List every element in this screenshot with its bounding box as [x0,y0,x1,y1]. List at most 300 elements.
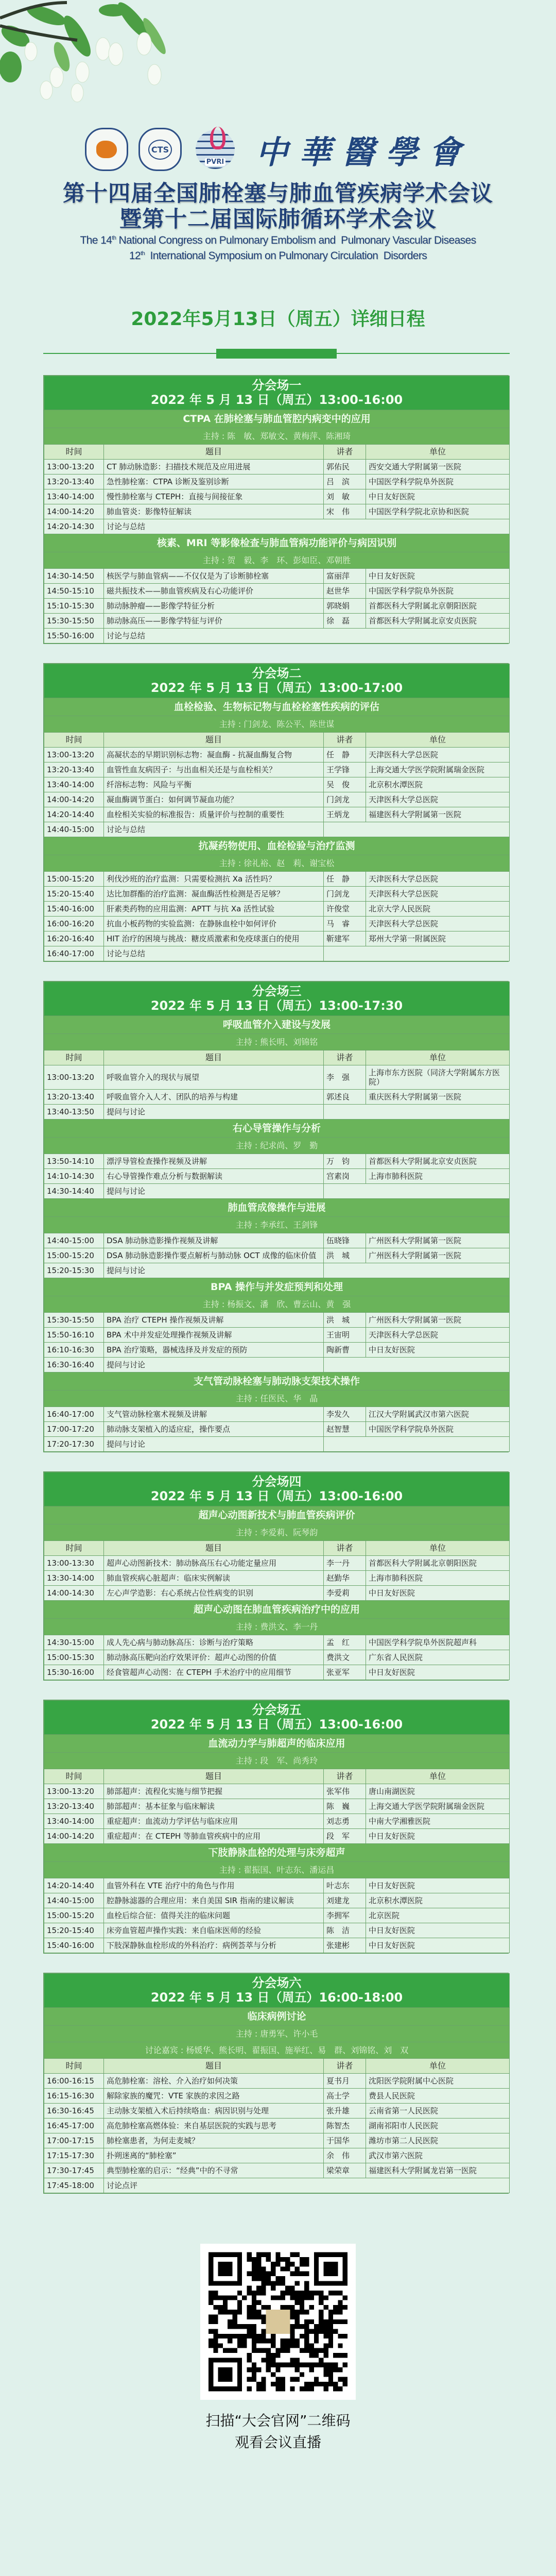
row-unit: 北京医院 [366,1908,510,1923]
row-title: 提问与讨论 [104,1358,324,1372]
row-unit: 北京大学人民医院 [366,902,510,917]
row-unit: 天津医科大学总医院 [366,1328,510,1343]
table-header-row [44,445,510,460]
row-title: 肺部超声：基本征象与临床解读 [104,1799,324,1814]
session-header [44,664,510,698]
row-time: 15:20-15:40 [44,887,104,902]
table-row [44,1556,510,1571]
row-time: 14:40-15:00 [44,822,104,837]
row-unit: 广州医科大学附属第一医院 [366,1248,510,1263]
row-unit: 中南大学湘雅医院 [366,1814,510,1829]
pvri-logo [192,128,238,171]
row-time: 16:30-16:40 [44,1358,104,1372]
row-speaker: 陈 洁 [324,1923,366,1938]
row-time: 17:20-17:30 [44,1437,104,1452]
table-row [44,1784,510,1799]
en2-rest: International Symposium on Pulmonary Circulation Disorders [145,250,427,262]
calligraphy-logo: 中華醫學會 [256,133,473,171]
cts-logo [138,128,182,171]
row-speaker: 吕 滨 [324,474,366,489]
row-time: 14:30-14:40 [44,1184,104,1199]
row-time: 17:00-17:15 [44,2133,104,2148]
table-row [44,807,510,822]
row-unit: 唐山南湖医院 [366,1784,510,1799]
row-title: 重症超声：在 CTEPH 等肺血管疾病中的应用 [104,1829,324,1844]
row-speaker: 郭佑民 [324,460,366,474]
schedule-table [44,981,510,1452]
row-speaker: 洪 城 [324,1248,366,1263]
row-time: 16:20-16:40 [44,931,104,946]
row-title: 肺动脉高压——影像学特征与评价 [104,614,324,629]
row-title: 高危肺栓塞高燃体验：来自基层医院的实践与思考 [104,2119,324,2133]
row-time: 15:20-15:40 [44,1923,104,1938]
en1-sup: th [112,235,116,241]
row-title: 超声心动图新技术：肺动脉高压右心功能定量应用 [104,1556,324,1571]
block-topic: 右心导管操作与分析 [44,1120,510,1138]
table-row [44,777,510,792]
logo-row [85,126,497,173]
block-topic: 下肢静脉血栓的处理与床旁超声 [44,1844,510,1862]
row-title: 肝素类药物的应用监测：APTT 与抗 Xa 活性试验 [104,902,324,917]
table-row [44,2163,510,2178]
row-speaker: 伍晓锋 [324,1233,366,1248]
block-hosts: 主持 : 李承红、王剑锋 [44,1217,510,1233]
row-unit: 中日友好医院 [366,569,510,584]
block-topic-row [44,698,510,716]
block-topic: 超声心动图在肺血管疾病治疗中的应用 [44,1601,510,1619]
row-title: 高凝状态的早期识别标志物：凝血酶 - 抗凝血酶复合物 [104,748,324,762]
row-title: 提问与讨论 [104,1437,324,1452]
row-speaker: 张军伟 [324,1784,366,1799]
row-time: 15:00-15:20 [44,1908,104,1923]
row-title: 呼吸血管介入人才、团队的培养与构建 [104,1090,324,1105]
session-header-row [44,1472,510,1506]
row-unit: 北京积水潭医院 [366,1893,510,1908]
row-speaker: 万 钧 [324,1154,366,1169]
table-row [44,917,510,931]
block-hosts-row [44,552,510,569]
row-time: 15:00-15:20 [44,1248,104,1263]
block-hosts-row [44,1034,510,1050]
row-speaker: 张升雄 [324,2104,366,2119]
row-time: 15:00-15:30 [44,1650,104,1665]
row-time: 14:40-15:00 [44,1893,104,1908]
row-speaker: 门剑龙 [324,792,366,807]
table-row [44,1923,510,1938]
session-name: 分会场四 [252,1475,302,1489]
block-topic: 支气管动脉栓塞与肺动脉支架技术操作 [44,1372,510,1391]
row-title: 肺动脉支架植入的适应症，操作要点 [104,1422,324,1437]
row-title: 讨论与总结 [104,519,510,534]
block-hosts: 主持 : 李爱莉、阮琴韵 [44,1524,510,1541]
block-hosts-row [44,1391,510,1407]
table-row [44,1878,510,1893]
row-unit: 中日友好医院 [366,1586,510,1601]
row-title: CT 肺动脉造影：扫描技术规范及应用进展 [104,460,324,474]
row-time: 13:00-13:20 [44,748,104,762]
row-speaker: 段 军 [324,1829,366,1844]
session-name: 分会场五 [252,1703,302,1717]
session-4 [43,1471,509,1681]
english-title-line1 [0,234,556,247]
row-time: 14:20-14:40 [44,1878,104,1893]
row-unit: 江汉大学附属武汉市第六医院 [366,1407,510,1422]
session-header [44,1472,510,1506]
session-name: 分会场一 [252,378,302,393]
row-unit: 首都医科大学附属北京朝阳医院 [366,1556,510,1571]
row-time: 13:40-13:50 [44,1105,104,1120]
column-header: 讲者 [324,733,366,748]
row-unit: 北京积水潭医院 [366,777,510,792]
row-time: 15:00-15:20 [44,872,104,887]
row-speaker: 王学锋 [324,762,366,777]
block-hosts: 主持 : 翟振国、叶志东、潘运昌 [44,1862,510,1878]
block-topic-row [44,2008,510,2026]
chinese-medical-association-logo [85,128,128,171]
block-guests-row [44,2042,510,2059]
conference-title-line1: 第十四届全国肺栓塞与肺血管疾病学术会议 [63,181,493,207]
block-hosts: 主持 : 段 军、尚秀玲 [44,1753,510,1769]
column-header: 题目 [104,1050,324,1065]
table-row [44,946,510,961]
row-title: 讨论与总结 [104,946,324,961]
row-time: 17:45-18:00 [44,2178,104,2193]
table-row [44,2089,510,2104]
row-speaker: 郭晓娟 [324,599,366,614]
row-time: 15:30-15:50 [44,1313,104,1328]
schedule-table [44,376,510,643]
row-title: 血栓相关实验的标准报告：质量评价与控制的重要性 [104,807,324,822]
table-row [44,1313,510,1328]
column-header: 讲者 [324,1541,366,1556]
row-title: 凝血酶调节蛋白：如何调节凝血功能？ [104,792,324,807]
column-header: 时间 [44,445,104,460]
column-header: 单位 [366,733,510,748]
row-time: 15:50-16:10 [44,1328,104,1343]
table-row [44,474,510,489]
row-time: 15:40-16:00 [44,1938,104,1953]
row-title: 重症超声：血流动力学评估与临床应用 [104,1814,324,1829]
row-time: 13:40-14:00 [44,1814,104,1829]
block-hosts-row [44,1862,510,1878]
row-speaker: 夏书月 [324,2074,366,2089]
session-header-row [44,982,510,1016]
row-title: 血栓后综合征：值得关注的临床问题 [104,1908,324,1923]
row-speaker: 李拥军 [324,1908,366,1923]
row-time: 13:30-14:00 [44,1571,104,1586]
block-hosts-row [44,428,510,445]
table-row [44,1437,510,1452]
qr-code[interactable] [200,2244,356,2400]
row-speaker: 陶新曹 [324,1343,366,1358]
en1-num: The 14 [80,234,112,246]
table-row [44,1184,510,1199]
row-speaker: 高士学 [324,2089,366,2104]
row-title: 典型肺栓塞的启示：“经典”中的不寻常 [104,2163,324,2178]
row-title: 血管外科在 VTE 治疗中的角色与作用 [104,1878,324,1893]
table-row [44,629,510,643]
row-unit: 潍坊市第二人民医院 [366,2133,510,2148]
session-header [44,1701,510,1735]
table-row [44,1829,510,1844]
row-empty [324,1105,510,1120]
row-time: 16:40-17:00 [44,1407,104,1422]
row-time: 16:00-16:15 [44,2074,104,2089]
table-row [44,1154,510,1169]
row-speaker: 赵智慧 [324,1422,366,1437]
row-unit: 上海交通大学医学院附属瑞金医院 [366,1799,510,1814]
session-header [44,1974,510,2008]
column-header: 单位 [366,2059,510,2074]
row-unit: 中日友好医院 [366,1923,510,1938]
row-speaker: 陈智杰 [324,2119,366,2133]
row-time: 14:00-14:20 [44,1829,104,1844]
row-speaker: 王宙明 [324,1328,366,1343]
block-topic: BPA 操作与并发症预判和处理 [44,1278,510,1296]
row-speaker: 富丽萍 [324,569,366,584]
block-hosts-row [44,1138,510,1154]
table-row [44,2104,510,2119]
row-title: 成人先心病与肺动脉高压：诊断与治疗策略 [104,1635,324,1650]
row-unit: 广州医科大学附属第一医院 [366,1233,510,1248]
session-time: 2022 年 5 月 13 日（周五）13:00-16:00 [150,393,403,407]
row-speaker: 门剑龙 [324,887,366,902]
schedule-table [44,1700,510,1953]
row-speaker: 孟 红 [324,1635,366,1650]
table-row [44,1407,510,1422]
table-row [44,569,510,584]
column-header: 题目 [104,2059,324,2074]
row-unit: 中日友好医院 [366,1343,510,1358]
row-title: 讨论点评 [104,2178,510,2193]
row-speaker: 张亚军 [324,1665,366,1680]
row-speaker: 洪 城 [324,1313,366,1328]
table-row [44,872,510,887]
table-row [44,1665,510,1680]
row-title: 支气管动脉栓塞术视频及讲解 [104,1407,324,1422]
schedule-title: 2022年5月13日（周五）详细日程 [131,309,425,330]
row-title: 核医学与肺血管病——不仅仅是为了诊断肺栓塞 [104,569,324,584]
column-header: 单位 [366,1050,510,1065]
session-3 [43,981,509,1452]
block-topic-row [44,1120,510,1138]
row-title: 下肢深静脉血栓形成的外科治疗：病例荟萃与分析 [104,1938,324,1953]
column-header: 讲者 [324,445,366,460]
row-title: 腔静脉滤器的合理应用：来自美国 SIR 指南的建议解读 [104,1893,324,1908]
row-speaker: 张建彬 [324,1938,366,1953]
block-hosts: 主持 : 门剑龙、陈公平、陈世谋 [44,716,510,733]
column-header: 单位 [366,1541,510,1556]
session-1 [43,375,509,644]
row-time: 13:00-13:20 [44,1784,104,1799]
table-row [44,489,510,504]
row-unit: 中日友好医院 [366,489,510,504]
row-time: 15:30-16:00 [44,1665,104,1680]
block-topic: CTPA 在肺栓塞与肺血管腔内病变中的应用 [44,410,510,428]
row-time: 13:00-13:20 [44,460,104,474]
row-empty [324,1358,510,1372]
block-topic-row [44,1506,510,1524]
block-topic-row [44,1199,510,1217]
table-row [44,2178,510,2193]
session-time: 2022 年 5 月 13 日（周五）13:00-17:30 [150,998,403,1013]
table-row [44,599,510,614]
schedule-table [44,1472,510,1680]
row-unit: 中日友好医院 [366,1878,510,1893]
row-speaker: 叶志东 [324,1878,366,1893]
row-time: 13:40-14:00 [44,489,104,504]
row-time: 15:30-15:50 [44,614,104,629]
table-row [44,1799,510,1814]
row-unit: 西安交通大学附属第一医院 [366,460,510,474]
row-title: 慢性肺栓塞与 CTEPH：直接与间接征象 [104,489,324,504]
column-header: 讲者 [324,1050,366,1065]
session-header-row [44,1974,510,2008]
block-hosts: 主持 : 陈 敏、郑敏文、黄梅萍、陈湘琦 [44,428,510,445]
row-speaker: 余 伟 [324,2148,366,2163]
row-title: 解除家族的魔咒：VTE 家族的求因之路 [104,2089,324,2104]
column-header: 单位 [366,445,510,460]
row-speaker: 刘建龙 [324,1893,366,1908]
row-unit: 福建医科大学附属龙岩第一医院 [366,2163,510,2178]
row-time: 17:15-17:30 [44,2148,104,2163]
block-hosts-row [44,1217,510,1233]
row-title: 肺动脉肿瘤——影像学特征分析 [104,599,324,614]
table-row [44,2119,510,2133]
row-unit: 上海市东方医院（同济大学附属东方医院） [366,1065,510,1090]
table-row [44,1650,510,1665]
column-header: 题目 [104,733,324,748]
block-hosts: 主持 : 徐礼裕、赵 莉、谢宝松 [44,855,510,872]
block-topic-row [44,1278,510,1296]
session-header [44,982,510,1016]
block-hosts-row [44,716,510,733]
block-hosts-row [44,1619,510,1635]
row-time: 13:50-14:10 [44,1154,104,1169]
row-unit: 天津医科大学总医院 [366,748,510,762]
block-hosts: 主持 : 杨振文、潘 欣、曹云山、黄 强 [44,1296,510,1313]
block-topic: 肺血管成像操作与进展 [44,1199,510,1217]
row-unit: 云南省第一人民医院 [366,2104,510,2119]
row-empty [324,1184,510,1199]
row-title: DSA 肺动脉造影操作视频及讲解 [104,1233,324,1248]
row-unit: 中国医学科学院阜外医院超声科 [366,1635,510,1650]
row-unit: 郑州大学第一附属医院 [366,931,510,946]
row-unit: 福建医科大学附属第一医院 [366,807,510,822]
block-topic-row [44,1372,510,1391]
row-time: 13:00-13:20 [44,1065,104,1090]
row-unit: 重庆医科大学附属第一医院 [366,1090,510,1105]
row-speaker: 许俊堂 [324,902,366,917]
table-row [44,614,510,629]
row-title: BPA 治疗策略，器械选择及并发症的预防 [104,1343,324,1358]
table-row [44,504,510,519]
table-row [44,1571,510,1586]
en1-rest: National Congress on Pulmonary Embolism and Pulmonary Vascular Diseases [116,234,476,246]
conference-title-line2: 暨第十二届国际肺循环学术会议 [119,207,437,232]
row-speaker: 李发久 [324,1407,366,1422]
row-time: 14:40-15:00 [44,1233,104,1248]
table-row [44,762,510,777]
english-title-line2 [0,249,556,263]
row-speaker: 任 静 [324,748,366,762]
row-speaker: 徐 磊 [324,614,366,629]
row-speaker: 郭述良 [324,1090,366,1105]
session-6 [43,1973,509,2194]
block-topic-row [44,1601,510,1619]
row-time: 16:15-16:30 [44,2089,104,2104]
column-header: 题目 [104,1769,324,1784]
row-time: 16:40-17:00 [44,946,104,961]
row-speaker: 赵世华 [324,584,366,599]
block-topic: 血流动力学与肺超声的临床应用 [44,1735,510,1753]
row-time: 16:45-17:00 [44,2119,104,2133]
row-unit: 天津医科大学总医院 [366,887,510,902]
session-header-row [44,1701,510,1735]
row-speaker: 任 静 [324,872,366,887]
row-title: 讨论与总结 [104,822,324,837]
table-row [44,1169,510,1184]
table-header-row [44,2059,510,2074]
row-title: 磁共振技术——肺血管疾病及右心功能评价 [104,584,324,599]
block-hosts: 主持 : 纪求尚、罗 勤 [44,1138,510,1154]
row-empty [324,1263,510,1278]
table-row [44,2074,510,2089]
row-time: 13:20-13:40 [44,1090,104,1105]
row-time: 15:40-16:00 [44,902,104,917]
row-title: 讨论与总结 [104,629,510,643]
row-time: 15:50-16:00 [44,629,104,643]
row-title: 床旁血管超声操作实践：来自临床医师的经验 [104,1923,324,1938]
row-title: 达比加群酯的治疗监测：凝血酶活性检测是否足够？ [104,887,324,902]
row-speaker: 刘 敏 [324,489,366,504]
block-guests: 讨论嘉宾 : 杨媛华、熊长明、翟振国、施举红、易 群、刘锦铭、刘 双 [44,2042,510,2059]
row-unit: 沈阳医学院附属中心医院 [366,2074,510,2089]
footer [0,2213,556,2472]
row-unit: 首都医科大学附属北京朝阳医院 [366,599,510,614]
row-speaker: 赵勤华 [324,1571,366,1586]
row-speaker: 于国华 [324,2133,366,2148]
column-header: 时间 [44,2059,104,2074]
session-time: 2022 年 5 月 13 日（周五）13:00-17:00 [150,681,403,695]
block-topic-row [44,1016,510,1034]
row-unit: 上海交通大学医学院附属瑞金医院 [366,762,510,777]
table-row [44,902,510,917]
row-time: 16:30-16:45 [44,2104,104,2119]
column-header: 时间 [44,1769,104,1784]
row-speaker: 梁荣章 [324,2163,366,2178]
session-name: 分会场二 [252,666,302,681]
page-header [0,0,556,375]
row-title: 扑朔迷离的“肺栓塞” [104,2148,324,2163]
row-speaker: 李爱莉 [324,1586,366,1601]
session-list [43,375,509,2194]
table-row [44,2148,510,2163]
table-row [44,1328,510,1343]
block-topic-row [44,1735,510,1753]
session-header-row [44,664,510,698]
table-header-row [44,1050,510,1065]
row-title: HIT 治疗的困境与挑战：糖皮质激素和免疫球蛋白的使用 [104,931,324,946]
block-topic-row [44,1844,510,1862]
block-hosts: 主持 : 费洪文、李一丹 [44,1619,510,1635]
row-unit: 天津医科大学总医院 [366,792,510,807]
cts-logo-text: CTS [148,140,172,160]
table-row [44,792,510,807]
table-row [44,1090,510,1105]
table-row [44,519,510,534]
table-row [44,1635,510,1650]
